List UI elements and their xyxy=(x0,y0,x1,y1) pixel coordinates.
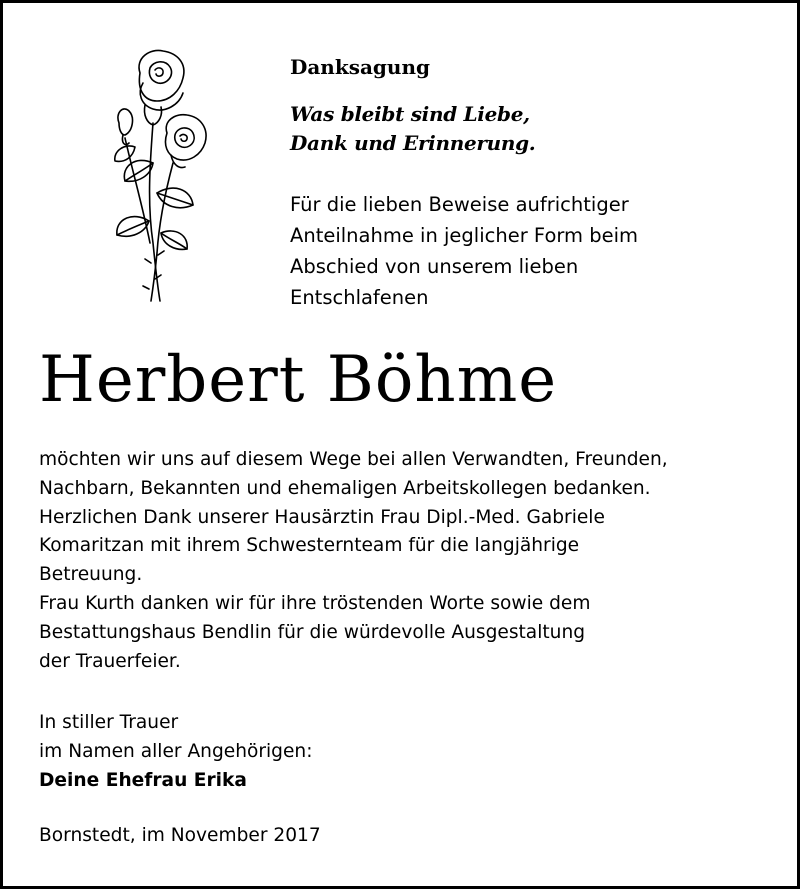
motto-line: Was bleibt sind Liebe, xyxy=(290,102,530,126)
intro-line: Entschlafenen xyxy=(290,286,429,309)
body-line: möchten wir uns auf diesem Wege bei allen Verwandten, Freunden, xyxy=(39,449,668,470)
rose-icon xyxy=(95,43,225,303)
intro-line: Für die lieben Beweise aufrichtiger xyxy=(290,193,629,216)
body-line: der Trauerfeier. xyxy=(39,650,181,672)
body-text xyxy=(39,446,668,676)
signer-name: Deine Ehefrau Erika xyxy=(39,770,247,791)
intro-line: Abschied von unserem lieben xyxy=(290,255,579,278)
notice-heading: Danksagung xyxy=(290,55,430,79)
body-line: Betreuung. xyxy=(39,564,143,586)
signature-line: im Namen aller Angehörigen: xyxy=(39,741,313,762)
signature-line: In stiller Trauer xyxy=(39,712,179,733)
body-line: Bestattungshaus Bendlin für die würdevolle Ausgestaltung xyxy=(39,621,586,643)
intro-text xyxy=(290,189,638,313)
body-line: Herzlichen Dank unserer Hausärztin Frau Dipl.-Med. Gabriele xyxy=(39,506,605,528)
place-date: Bornstedt, im November 2017 xyxy=(39,825,321,846)
body-line: Komaritzan mit ihrem Schwesternteam für die langjährige xyxy=(39,535,580,557)
intro-line: Anteilnahme in jeglicher Form beim xyxy=(290,224,639,247)
motto xyxy=(290,100,535,158)
body-line: Nachbarn, Bekannten und ehemaligen Arbeitskollegen bedanken. xyxy=(39,477,651,499)
signature-block xyxy=(39,708,312,795)
body-line: Frau Kurth danken wir für ihre tröstenden Worte sowie dem xyxy=(39,592,591,614)
motto-line: Dank und Erinnerung. xyxy=(290,131,536,155)
deceased-name: Herbert Böhme xyxy=(39,343,558,417)
